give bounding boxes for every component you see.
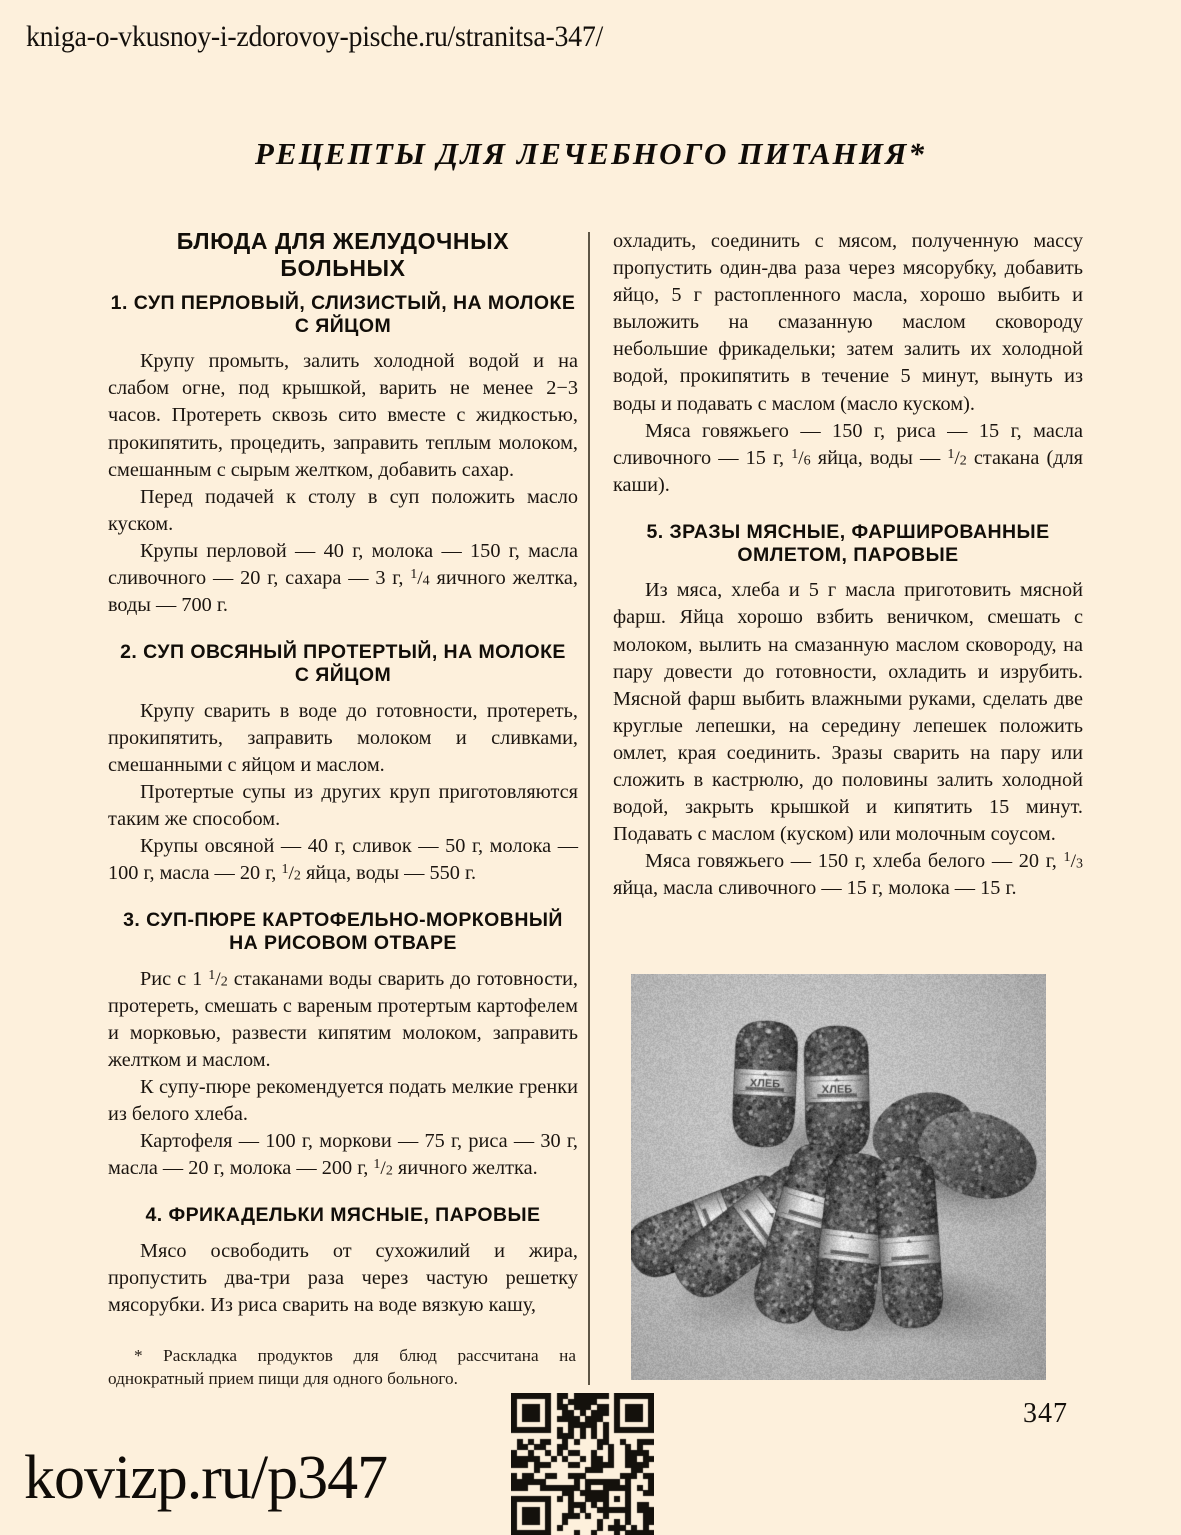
recipe-5-ingredients-part-b: яйца, масла сливочного — 15 г, молока — 15 г. <box>613 877 1017 900</box>
recipe-heading-2: 2. СУП ОВСЯНЫЙ ПРОТЕРТЫЙ, НА МОЛОКЕ С ЯЙЦОМ <box>120 641 566 687</box>
recipe-3-method-part-b: стаканами воды сварить до готовности, протереть, смешать с вареным протертым картофелем и морковью, развести кипятим молоком, заправить желтком и маслом. <box>108 967 578 1071</box>
top-url-watermark: kniga-o-vkusnoy-i-zdorovoy-pische.ru/stranitsa-347/ <box>26 20 603 53</box>
recipe-5-fraction-numerator: 1 <box>1063 849 1071 866</box>
bread-loaves-photo-canvas <box>631 974 1046 1380</box>
recipe-1-serving-note: Перед подачей к столу в суп положить масло куском. <box>108 485 578 535</box>
footnote-block <box>108 1345 576 1391</box>
recipe-2-ingredients-part-a: Крупы овсяной — 40 г, сливок — 50 г, молока — 100 г, масла — 20 г, <box>108 835 578 885</box>
recipe-3-method <box>108 966 578 1074</box>
recipe-5-method: Из мяса, хлеба и 5 г масла приготовить мясной фарш. Яйца хорошо взбить веничком, смешать с молоком, вылить на смазанную маслом сковороду, на пару довести до готовности, охладить и изрубить. Мясной фарш выбить влажными руками, сделать две круглые лепешки, на середину лепешек положить омлет, края соединить. Зразы сварить на пару или сложить в кастрюлю, до половины залить холодной водой, закрыть крышкой и кипятить 15 минут. Подавать с маслом (куском) или молочным соусом. <box>613 579 1083 846</box>
recipe-heading-3: 3. СУП-ПЮРЕ КАРТОФЕЛЬНО-МОРКОВНЫЙ НА РИСОВОМ ОТВАРЕ <box>123 909 563 955</box>
recipe-3-note: К супу-пюре рекомендуется подать мелкие гренки из белого хлеба. <box>108 1076 578 1126</box>
recipe-4-ingredients-part-b: яйца, воды — <box>810 446 948 469</box>
recipe-3-cups-numerator: 1 <box>208 966 216 983</box>
page-number: 347 <box>1023 1398 1068 1429</box>
recipe-4-egg-numerator: 1 <box>791 445 799 462</box>
recipe-4-water-denominator: 2 <box>959 452 967 469</box>
recipe-1-fraction-denominator: 4 <box>422 572 430 589</box>
recipe-4-fraction-egg: $^1/_6$ <box>791 445 811 469</box>
recipe-3-method-part-a: Рис с 1 <box>140 967 209 990</box>
recipe-3-fraction-cups: $^1/_2$ <box>208 966 228 990</box>
recipe-3-ingredients <box>108 1128 578 1182</box>
recipe-4-method: Мясо освободить от сухожилий и жира, пропустить два-три раза через частую решетку мясорубки. Из риса сварить на воде вязкую кашу, <box>108 1239 578 1316</box>
recipe-5-fraction-denominator: 3 <box>1075 855 1083 872</box>
column-divider <box>588 232 590 1385</box>
recipe-2-ingredients <box>108 833 578 887</box>
recipe-2-ingredients-part-b: яйца, воды — 550 г. <box>300 862 477 885</box>
recipe-3-fraction-denominator: 2 <box>385 1162 393 1179</box>
recipe-3-cups-denominator: 2 <box>220 973 228 990</box>
recipe-2-fraction-denominator: 2 <box>293 867 301 884</box>
recipe-1-ingredients-part-b: яичного желтка, воды — 700 г. <box>108 566 578 617</box>
recipe-1-fraction: $^1/_4$ <box>410 566 430 589</box>
recipe-4-water-numerator: 1 <box>947 445 955 462</box>
recipe-3-fraction: $^1/_2$ <box>373 1156 393 1180</box>
recipe-1-ingredients <box>108 538 578 619</box>
recipe-4-method-continued: охладить, соединить с мясом, полученную массу пропустить один-два раза через мясорубку, добавить яйцо, 5 г растопленного масла, хорошо выбить и выложить на смазанную маслом сковороду небольшие фрикадельки; затем залить их холодной водой, прокипятить в течение 5 минут, вынуть из воды и подавать с маслом (масло куском). <box>613 230 1083 415</box>
recipe-4-ingredients-part-a: Мяса говяжьего — 150 г, риса — 15 г, масла сливочного — 15 г, <box>613 419 1083 469</box>
recipe-5-ingredients-part-a: Мяса говяжьего — 150 г, хлеба белого — 20 г, <box>645 850 1064 873</box>
right-column <box>613 228 1083 902</box>
recipe-2-fraction: $^1/_2$ <box>281 861 301 885</box>
recipe-1-ingredients-part-a: Крупы перловой — 40 г, молока — 150 г, масла сливочного — 20 г, сахара — 3 г, <box>108 539 578 589</box>
recipe-4-fraction-water: $^1/_2$ <box>947 445 967 469</box>
footnote-text: * Раскладка продуктов для блюд рассчитана на однократный прием пищи для одного больного. <box>108 1346 576 1388</box>
recipe-heading-5: 5. ЗРАЗЫ МЯСНЫЕ, ФАРШИРОВАННЫЕ ОМЛЕТОМ, ПАРОВЫЕ <box>646 520 1050 567</box>
recipe-2-method: Крупу сварить в воде до готовности, протереть, прокипятить, заправить молоком и сливками, смешанными с яйцом и маслом. <box>108 699 578 776</box>
recipe-3-fraction-numerator: 1 <box>373 1156 381 1173</box>
page-title: РЕЦЕПТЫ ДЛЯ ЛЕЧЕБНОГО ПИТАНИЯ* <box>254 136 927 171</box>
bottom-url-watermark: kovizp.ru/p347 <box>24 1444 388 1512</box>
section-heading-stomach-dishes: БЛЮДА ДЛЯ ЖЕЛУДОЧНЫХ БОЛЬНЫХ <box>176 228 510 281</box>
recipe-heading-1: 1. СУП ПЕРЛОВЫЙ, СЛИЗИСТЫЙ, НА МОЛОКЕ С ЯЙЦОМ <box>110 291 576 338</box>
recipe-3-ingredients-part-b: яичного желтка. <box>392 1157 538 1180</box>
recipe-4-ingredients-part-c: стакана (для каши). <box>613 446 1084 496</box>
recipe-1-method: Крупу промыть, залить холодной водой и на слабом огне, под крышкой, варить не менее 2−3 часов. Протереть сквозь сито вместе с жидкостью, прокипятить, процедить, заправить теплым молоком, смешанным с сырым желтком, добавить сахар. <box>108 350 578 481</box>
recipe-4-ingredients <box>613 418 1083 499</box>
recipe-heading-4: 4. ФРИКАДЕЛЬКИ МЯСНЫЕ, ПАРОВЫЕ <box>145 1204 541 1227</box>
qr-code-canvas <box>511 1393 654 1535</box>
recipe-5-ingredients <box>613 848 1083 902</box>
recipe-1-fraction-numerator: 1 <box>410 566 418 583</box>
recipe-4-egg-denominator: 6 <box>803 452 811 469</box>
recipe-3-ingredients-part-a: Картофеля — 100 г, моркови — 75 г, риса — 30 г, масла — 20 г, молока — 200 г, <box>108 1130 578 1180</box>
qr-code <box>511 1393 654 1535</box>
recipe-2-fraction-numerator: 1 <box>281 861 289 878</box>
recipe-2-note: Протертые супы из других круп приготовляются таким же способом. <box>108 780 578 830</box>
left-column <box>108 228 578 1319</box>
bread-loaves-photo <box>631 974 1046 1380</box>
recipe-5-fraction: $^1/_3$ <box>1063 849 1083 873</box>
